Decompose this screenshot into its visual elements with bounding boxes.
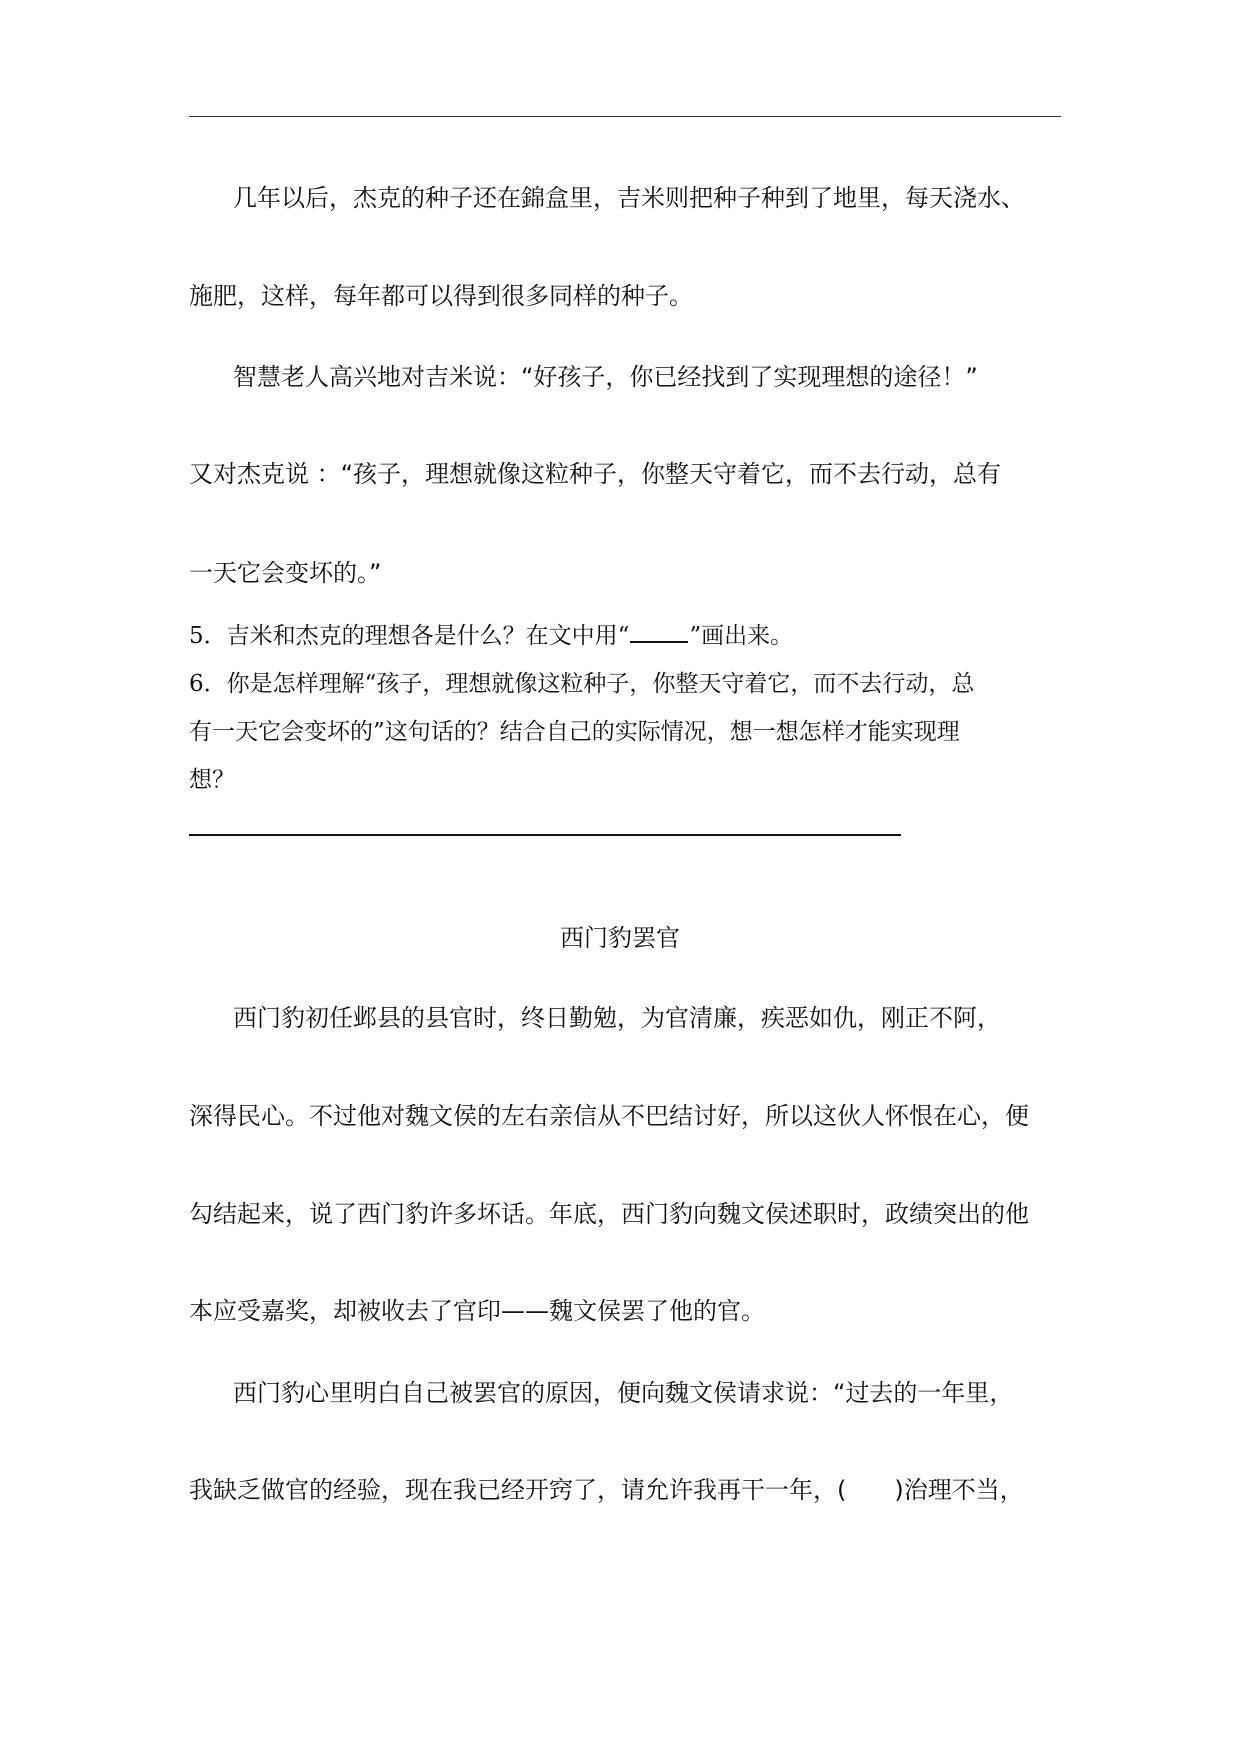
passage1-line-2: 施肥，这样，每年都可以得到很多同样的种子。: [189, 282, 693, 310]
question-5-text-before: 5．吉米和杰克的理想各是什么？在文中用“: [189, 623, 630, 649]
passage1-line-4: 又对杰克说 ：“孩子，理想就像这粒种子，你整天守着它，而不去行动，总有: [189, 460, 1002, 488]
answer-line: [189, 834, 901, 836]
passage1-line-1: 几年以后，杰克的种子还在錦盒里，吉米则把种子种到了地里，每天浇水、: [233, 184, 1025, 212]
passage2-line-2: 深得民心。不过他对魏文侯的左右亲信从不巴结讨好，所以这伙人怀恨在心，便: [189, 1102, 1029, 1130]
passage2-line-4: 本应受嘉奖，却被收去了官印——魏文侯罢了他的官。: [189, 1297, 765, 1325]
passage2-title: 西门豹罢官: [560, 924, 680, 952]
question-6-line-3: 想？: [189, 767, 235, 793]
underline-mark: [630, 621, 688, 643]
passage2-line-3: 勾结起来，说了西门豹许多坏话。年底，西门豹向魏文侯述职时，政绩突出的他: [189, 1200, 1029, 1228]
passage1-line-5: 一天它会变坏的。”: [189, 559, 382, 587]
passage2-line-5: 西门豹心里明白自己被罢官的原因，便向魏文侯请求说：“过去的一年里，: [233, 1379, 1014, 1407]
question-5: [189, 621, 793, 651]
header-rule: [189, 116, 1061, 117]
passage2-line-1: 西门豹初任邺县的县官时，终日勤勉，为官清廉，疾恶如仇，刚正不阿，: [233, 1004, 1001, 1032]
question-6-line-2: 有一天它会变坏的”这句话的？结合自己的实际情况，想一想怎样才能实现理: [189, 719, 960, 745]
passage1-line-3: 智慧老人高兴地对吉米说：“好孩子，你已经找到了实现理想的途径！”: [233, 363, 978, 391]
question-5-text-after: ”画出来。: [689, 623, 794, 649]
passage2-line-6: 我缺乏做官的经验，现在我已经开窍了，请允许我再干一年，( )治理不当，: [189, 1476, 1024, 1504]
question-6-line-1: 6．你是怎样理解“孩子，理想就像这粒种子，你整天守着它，而不去行动，总: [189, 671, 975, 697]
